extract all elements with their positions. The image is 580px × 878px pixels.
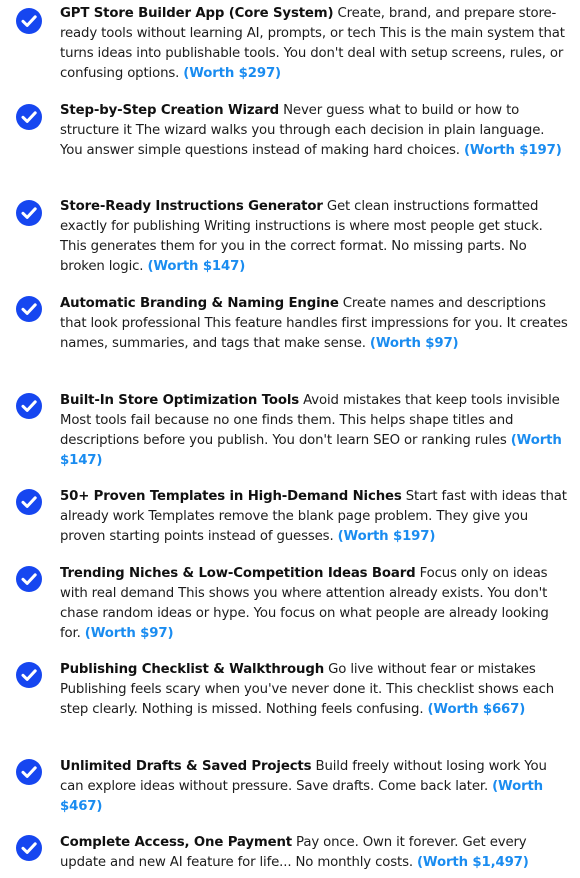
- item-text: [60, 757, 568, 817]
- checkmark-icon: [16, 662, 42, 688]
- item-description: Build freely without losing work You can explore ideas without pressure. Save drafts. Come back later.: [60, 759, 547, 794]
- item-worth: (Worth $667): [427, 702, 526, 717]
- item-text: [60, 197, 568, 277]
- item-worth: (Worth $97): [84, 626, 174, 641]
- item-worth: (Worth $197): [463, 143, 562, 158]
- item-text: [60, 294, 568, 354]
- checkmark-icon: [16, 835, 42, 861]
- item-description: Start fast with ideas that already work Templates remove the blank page problem. They give you proven starting points instead of guesses.: [60, 489, 567, 544]
- item-title: GPT Store Builder App (Core System): [60, 6, 334, 21]
- item-description: Get clean instructions formatted exactly for publishing Writing instructions is where most people get stuck. This generates them for you in the correct format. No missing parts. No broken logic.: [60, 199, 543, 274]
- checkmark-icon: [16, 393, 42, 419]
- item-text: [60, 4, 568, 84]
- item-description: Avoid mistakes that keep tools invisible Most tools fail because no one finds them. This helps shape titles and descriptions before you publish. You don't learn SEO or ranking rules: [60, 393, 560, 448]
- item-title: Complete Access, One Payment: [60, 835, 292, 850]
- item-text: [60, 391, 568, 471]
- item-worth: (Worth $297): [183, 66, 281, 81]
- item-description: Pay once. Own it forever. Get every update and new AI feature for life... No monthly costs.: [60, 835, 527, 870]
- item-title: Publishing Checklist & Walkthrough: [60, 662, 325, 677]
- item-text: [60, 660, 568, 720]
- item-description: Go live without fear or mistakes Publishing feels scary when you've never done it. This checklist shows each step clearly. Nothing is missed. Nothing feels confusing.: [60, 662, 555, 717]
- item-worth: (Worth $97): [369, 336, 459, 351]
- item-description: Never guess what to build or how to structure it The wizard walks you through each decision in plain language. You answer simple questions instead of making hard choices.: [60, 103, 545, 158]
- item-title: Trending Niches & Low-Competition Ideas Board: [60, 566, 416, 581]
- checkmark-icon: [16, 8, 42, 34]
- checkmark-icon: [16, 759, 42, 785]
- checkmark-icon: [16, 104, 42, 130]
- item-text: [60, 564, 568, 644]
- item-worth: (Worth $467): [60, 779, 543, 814]
- checkmark-icon: [16, 566, 42, 592]
- item-title: Store-Ready Instructions Generator: [60, 199, 323, 214]
- item-title: Unlimited Drafts & Saved Projects: [60, 759, 312, 774]
- item-worth: (Worth $147): [147, 259, 246, 274]
- item-title: Automatic Branding & Naming Engine: [60, 296, 339, 311]
- item-worth: (Worth $1,497): [417, 855, 529, 870]
- item-text: [60, 833, 568, 873]
- checkmark-icon: [16, 200, 42, 226]
- item-description: Create names and descriptions that look professional This feature handles first impressions for you. It creates names, summaries, and tags that make sense.: [60, 296, 568, 351]
- item-worth: (Worth $147): [60, 433, 562, 468]
- checkmark-icon: [16, 489, 42, 515]
- item-description: Create, brand, and prepare store-ready tools without learning AI, prompts, or tech This is the main system that turns ideas into publishable tools. You don't deal with setup screens, rules, or confusing options.: [60, 6, 565, 81]
- checkmark-icon: [16, 296, 42, 322]
- item-text: [60, 487, 568, 547]
- item-description: Focus only on ideas with real demand This shows you where attention already exists. You don't chase random ideas or hype. You focus on what people are already looking for.: [60, 566, 549, 641]
- item-title: Built-In Store Optimization Tools: [60, 393, 300, 408]
- item-worth: (Worth $197): [337, 529, 436, 544]
- item-title: Step-by-Step Creation Wizard: [60, 103, 280, 118]
- item-title: 50+ Proven Templates in High-Demand Niches: [60, 489, 402, 504]
- item-text: [60, 101, 568, 161]
